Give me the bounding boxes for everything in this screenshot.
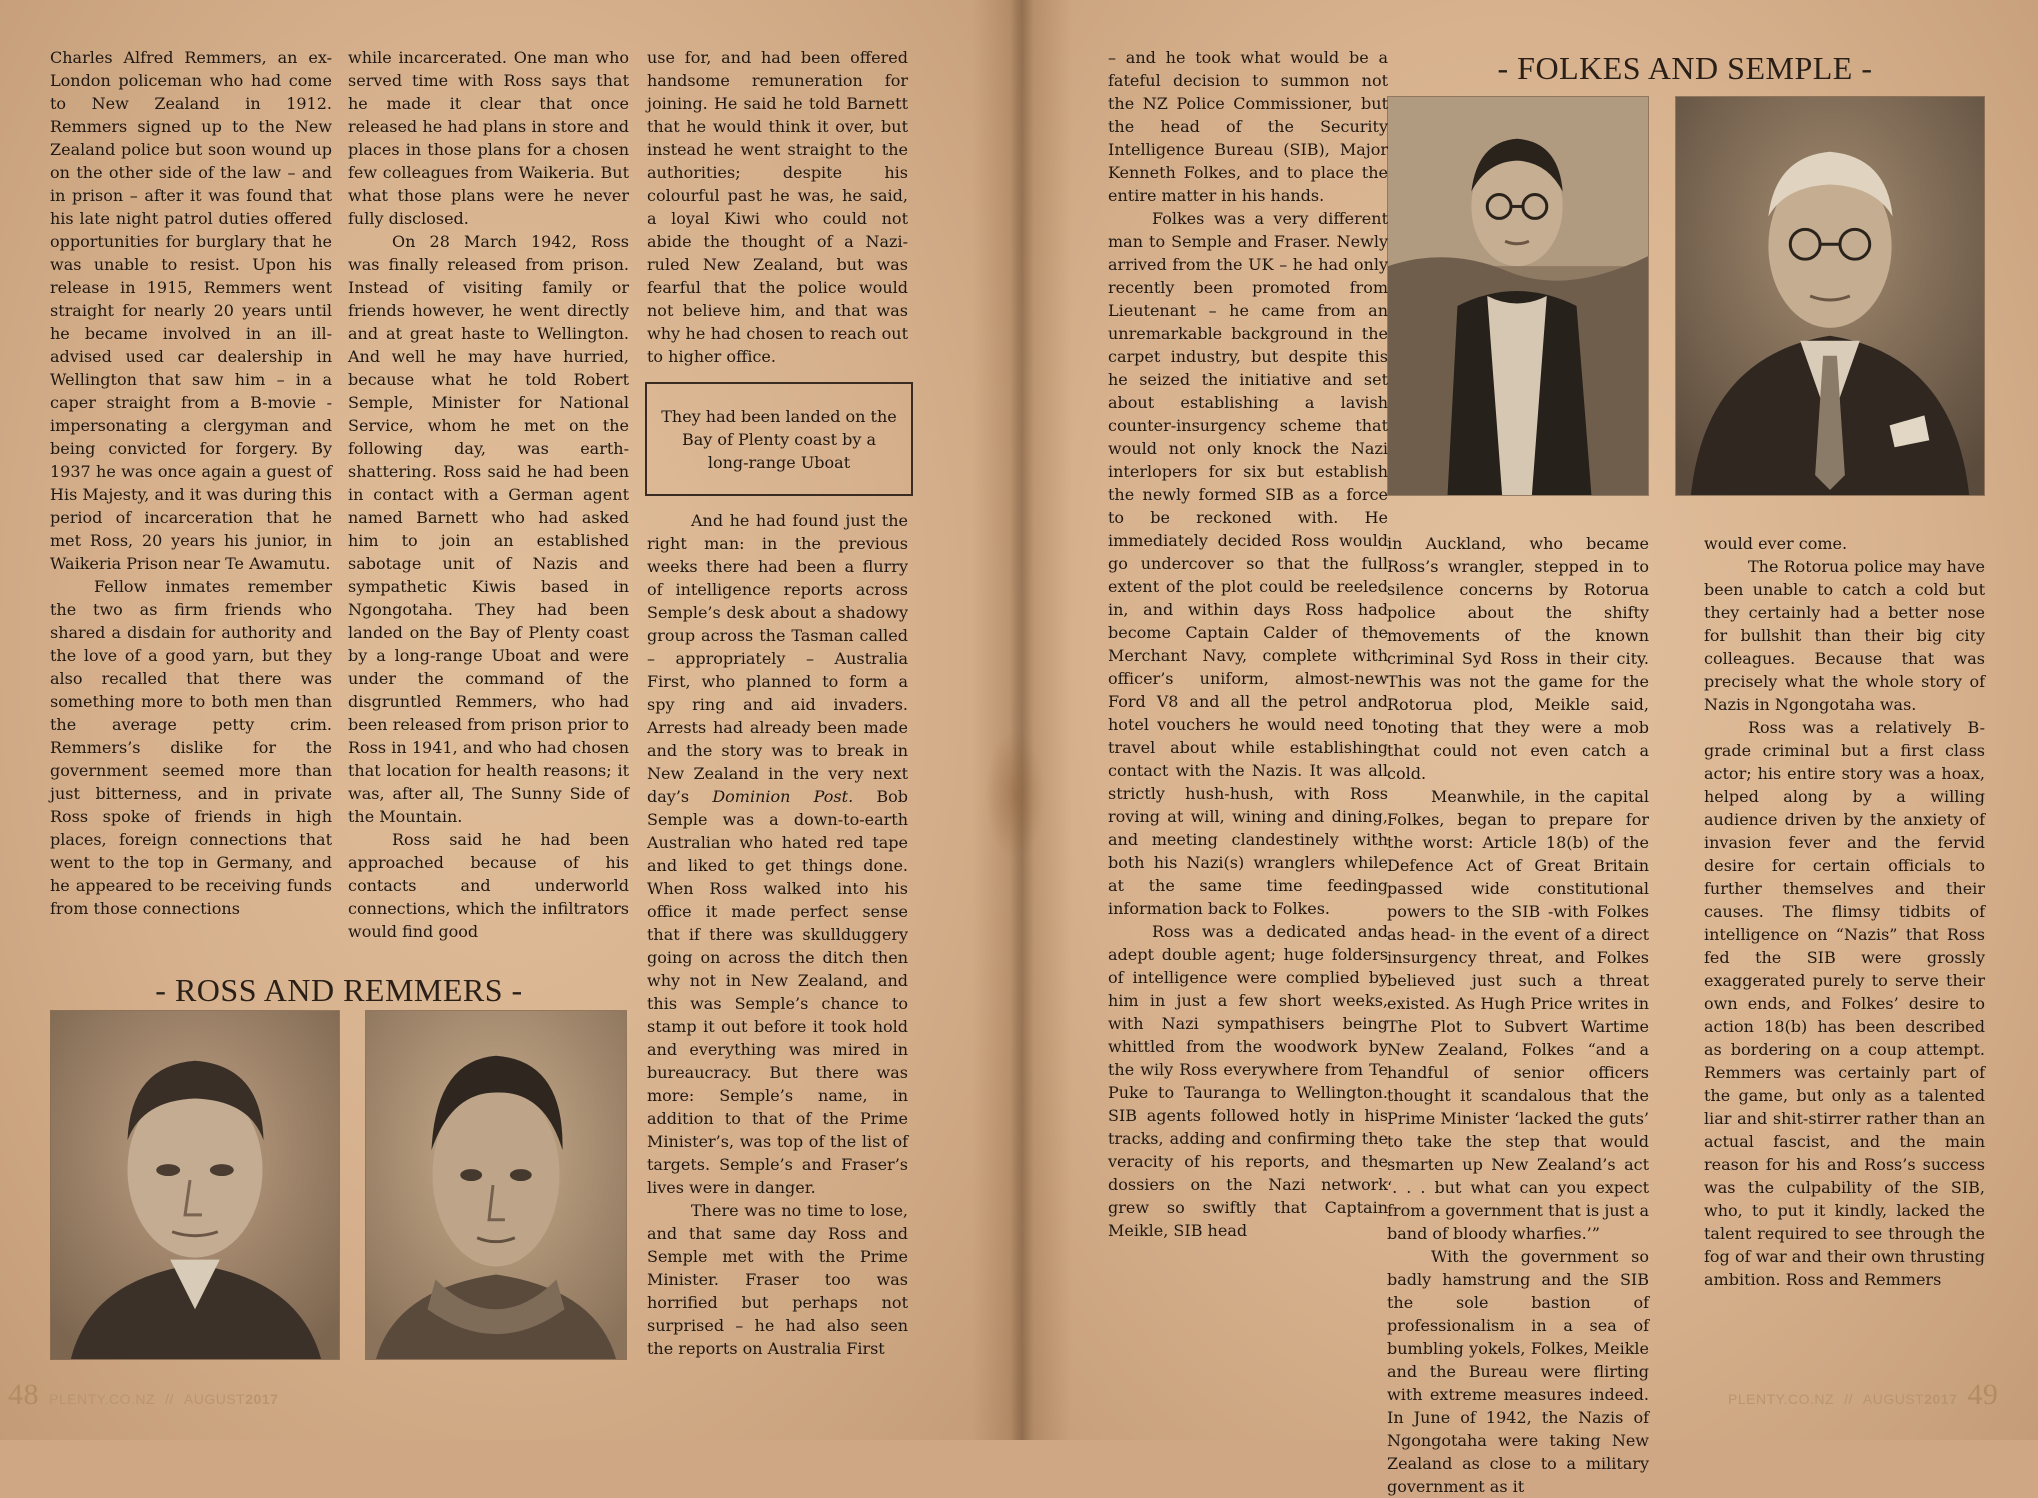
- page-number: 49: [1967, 1378, 1999, 1411]
- folio-separator: //: [1844, 1391, 1853, 1407]
- pull-quote: [645, 382, 913, 496]
- text-run: Bob Semple was a down-to-earth Australian who hated red tape and liked to get things done. When Ross walked into his office it made perfect sense that if there was skullduggery going on across the ditch then why not in New Zealand, and this was Semple’s chance to stamp it out before it took hold and everything was mired in bureaucracy. But there was more: Semple’s name, in addition to that of the Prime Minister’s, was top of the list of targets. Semple’s and Fraser’s lives were in danger.: [647, 787, 909, 1197]
- left-column-3-bottom: [647, 509, 908, 1360]
- left-column-3-top: [647, 46, 908, 368]
- portrait-photo-remmers: [365, 1010, 627, 1360]
- paragraph: Charles Alfred Remmers, an ex-London policeman who had come to New Zealand in 1912. Remmers signed up to the New Zealand police but soon wound up on the other side of the law – and in prison – after it was found that his late night patrol duties offered opportunities for burglary that he was unable to resist. Upon his release in 1915, Remmers went straight for nearly 20 years until he became involved in an ill-advised used car dealership in Wellington that saw him – in a caper straight from a B-movie - impersonating a clergyman and being convicted for forgery. By 1937 he was once again a guest of His Majesty, and it was during this period of incarceration that he met Ross, 20 years his junior, in Waikeria Prison near Te Awamutu.: [50, 48, 332, 573]
- section-heading-folkes-and-semple: - FOLKES AND SEMPLE -: [1497, 50, 1873, 86]
- paragraph: while incarcerated. One man who served time with Ross says that he made it clear that once released he had plans in store and places in those plans for a chosen few colleagues from Waikeria. But what those plans were he never fully disclosed.: [348, 48, 629, 228]
- folio-month: AUGUST: [1862, 1391, 1925, 1407]
- portrait-photo-ross: [50, 1010, 340, 1360]
- paragraph: The Rotorua police may have been unable to catch a cold but they certainly had a better nose for bullshit than their big city colleagues. Because that was precisely what the whole story of Nazis in Ngongotaha was.: [1704, 557, 1985, 714]
- paragraph: in Auckland, who became Ross’s wrangler, stepped in to silence concerns by Rotorua police about the shifty movements of the known criminal Syd Ross in their city. This was not the game for the Rotorua plod, Meikle said, noting that they were a mob that could not even catch a cold.: [1387, 534, 1649, 783]
- paragraph: Ross was a dedicated and adept double agent; huge folders of intelligence were complied by him in just a few short weeks, with Nazi sympathisers being whittled from the woodwork by the wily Ross everywhere from Te Puke to Tauranga to Wellington. SIB agents followed hotly in his tracks, adding and confirming the veracity of his reports, and the dossiers on the Nazi network grew so swiftly that Captain Meikle, SIB head: [1108, 922, 1388, 1240]
- right-column-2: [1387, 532, 1649, 1498]
- text-run: And he had found just the right man: in the previous weeks there had been a flurry of intelligence reports across Semple’s desk about a shadowy group across the Tasman called – appropriately – Australia First, who planned to form a spy ring and aid invaders. Arrests had already been made and the story was to break in New Zealand in the very next day’s: [647, 511, 908, 806]
- portrait-photo-semple-image: [1676, 97, 1984, 495]
- paragraph: Ross was a relatively B-grade criminal but a first class actor; his entire story was a hoax, helped along by a willing audience driven by the anxiety of invasion fever and the fervid desire for certain officials to further themselves and their causes. The flimsy tidbits of intelligence on “Nazis” that Ross fed the SIB were grossly exaggerated purely to serve their own ends, and Folkes’ desire to action 18(b) has been described as bordering on a coup attempt. Remmers was certainly part of the game, but only as a talented liar and shit-stirrer rather than an actual fascist, and the main reason for his and Ross’s success was the culpability of the SIB, who, to put it kindly, lacked the talent required to see through the fog of war and their own thrusting ambition. Ross and Remmers: [1704, 718, 1985, 1289]
- folio-month: AUGUST: [183, 1391, 246, 1407]
- paragraph: Ross said he had been approached because of his contacts and underworld connections, which the infiltrators would find good: [348, 830, 629, 941]
- folio-site: PLENTY.CO.NZ: [49, 1391, 156, 1407]
- left-column-2: [348, 46, 629, 943]
- left-column-1: [50, 46, 332, 920]
- folio-year: 2017: [245, 1391, 279, 1407]
- publication-title: Dominion Post.: [712, 787, 854, 806]
- paragraph: With the government so badly hamstrung and the SIB the sole bastion of professionalism in a sea of bumbling yokels, Folkes, Meikle and the Bureau were flirting with extreme measures indeed. In June of 1942, the Nazis of Ngongotaha were taking New Zealand as close to a military government as it: [1387, 1247, 1649, 1496]
- folio-right: [1728, 1378, 1998, 1412]
- page-number: 48: [8, 1378, 39, 1411]
- right-page: [1019, 0, 2038, 1496]
- paragraph: would ever come.: [1704, 534, 1848, 553]
- folio-left: [8, 1378, 278, 1412]
- paragraph: use for, and had been offered handsome remuneration for joining. He said he told Barnett that he would think it over, but instead he went straight to the authorities; despite his colourful past he was, he said, a loyal Kiwi who could not abide the thought of a Nazi-ruled New Zealand, but was fearful that the police would not believe him, and that was why he had chosen to reach out to higher office.: [647, 48, 908, 366]
- portrait-photo-folkes-image: [1388, 97, 1648, 495]
- portrait-photo-remmers-image: [366, 1011, 626, 1359]
- folio-separator: //: [165, 1391, 174, 1407]
- portrait-photo-folkes: [1387, 96, 1649, 496]
- pull-quote-text: They had been landed on the Bay of Plenty coast by a long-range Uboat: [661, 406, 897, 472]
- portrait-photo-semple: [1675, 96, 1985, 496]
- right-column-3: [1704, 532, 1985, 1291]
- folio-site: PLENTY.CO.NZ: [1728, 1391, 1835, 1407]
- paragraph: Folkes was a very different man to Semple and Fraser. Newly arrived from the UK – he had only recently been promoted from Lieutenant – he came from an unremarkable background in the carpet industry, but despite this he seized the initiative and set about establishing a lavish counter-insurgency scheme that would not only knock the Nazi interlopers for six but establish the newly formed SIB as a force to be reckoned with. He immediately decided Ross would go undercover so that the full extent of the plot could be reeled in, and within days Ross had become Captain Calder of the Merchant Navy, complete with officer’s uniform, almost-new Ford V8 and all the petrol and hotel vouchers he would need to travel about while establishing contact with the Nazis. It was all strictly hush-hush, with Ross roving at will, wining and dining, and meeting clandestinely with both his Nazi(s) wranglers while at the same time feeding information back to Folkes.: [1108, 209, 1388, 918]
- paragraph: Meanwhile, in the capital Folkes, began to prepare for the worst: Article 18(b) of the Defence Act of Great Britain passed wide constitutional powers to the SIB -with Folkes as head- in the event of a direct insurgency threat, and Folkes believed just such a threat existed. As Hugh Price writes in The Plot to Subvert Wartime New Zealand, Folkes “and a handful of senior officers thought it scandalous that the Prime Minister ‘lacked the guts’ to take the step that would smarten up New Zealand’s act ‘. . . but what can you expect from a government that is just a band of bloody wharfies.’”: [1387, 787, 1649, 1243]
- folio-year: 2017: [1924, 1391, 1958, 1407]
- folio-date: [1863, 1391, 1958, 1407]
- paragraph: Fellow inmates remember the two as firm friends who shared a disdain for authority and the love of a good yarn, but they also recalled that there was something more to both men than the average petty crim. Remmers’s dislike for the government seemed more than just bitterness, and in private Ross spoke of friends in high places, foreign connections that went to the top in Germany, and he appeared to be receiving funds from those connections: [50, 577, 332, 918]
- paragraph: There was no time to lose, and that same day Ross and Semple met with the Prime Minister. Fraser too was horrified but perhaps not surprised – he had also seen the reports on Australia First: [647, 1201, 908, 1358]
- paragraph: – and he took what would be a fateful decision to summon not the NZ Police Commissioner, but the head of the Security Intelligence Bureau (SIB), Major Kenneth Folkes, and to place the entire matter in his hands.: [1108, 48, 1388, 205]
- left-page: [0, 0, 1019, 1440]
- right-column-1: [1108, 46, 1388, 1242]
- section-heading-ross-and-remmers: - ROSS AND REMMERS -: [155, 972, 523, 1008]
- folio-date: [184, 1391, 279, 1407]
- paragraph: [647, 509, 908, 1199]
- portrait-photo-ross-image: [51, 1011, 339, 1359]
- paragraph: On 28 March 1942, Ross was finally released from prison. Instead of visiting family or friends however, he went directly and at great haste to Wellington. And well he may have hurried, because what he told Robert Semple, Minister for National Service, whom he met on the following day, was earth-shattering. Ross said he had been in contact with a German agent named Barnett who had asked him to join an established sabotage unit of Nazis and sympathetic Kiwis based in Ngongotaha. They had been landed on the Bay of Plenty coast by a long-range Uboat and were under the command of the disgruntled Remmers, who had been released from prison prior to Ross in 1941, and who had chosen that location for health reasons; it was, after all, The Sunny Side of the Mountain.: [348, 232, 629, 826]
